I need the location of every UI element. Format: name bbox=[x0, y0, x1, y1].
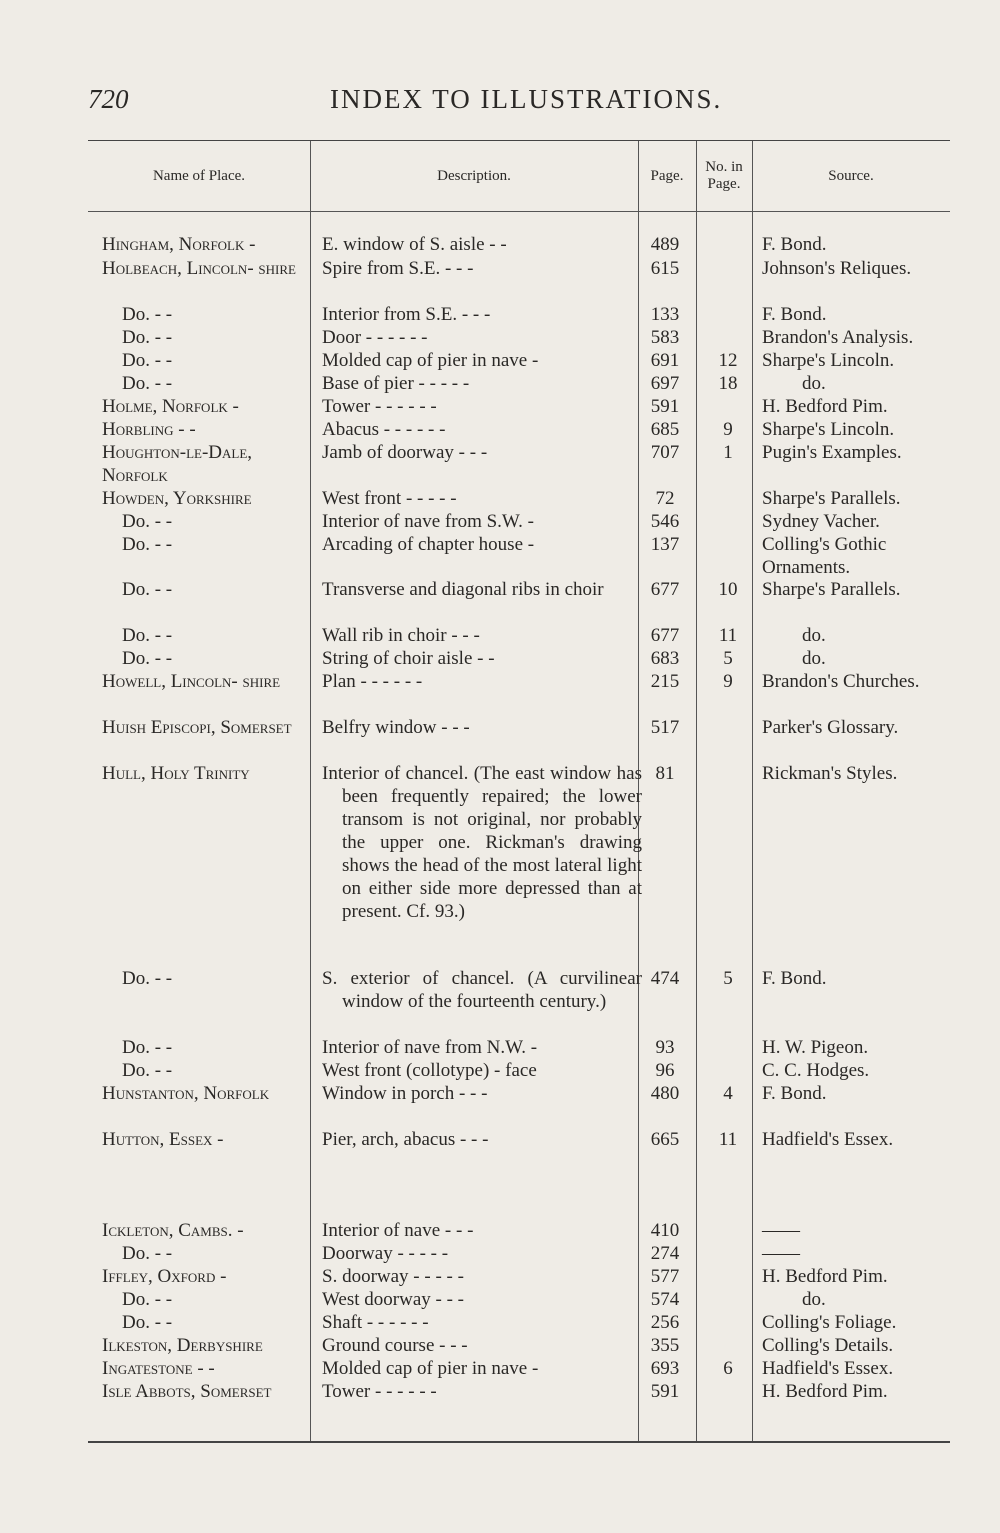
source: H. Bedford Pim. bbox=[762, 1266, 888, 1287]
number-in-page: 5 bbox=[723, 648, 733, 669]
header-name: Name of Place. bbox=[152, 167, 246, 184]
page-ref: 615 bbox=[650, 258, 680, 279]
description: Abacus - - - - - - bbox=[322, 419, 446, 440]
source: —— bbox=[762, 1243, 800, 1264]
page-ref: 517 bbox=[650, 717, 680, 738]
number-in-page: 9 bbox=[723, 419, 733, 440]
description: E. window of S. aisle - - bbox=[322, 234, 507, 255]
page-ref: 96 bbox=[655, 1060, 675, 1081]
number-in-page: 10 bbox=[718, 579, 738, 600]
place-name: Do. - - bbox=[122, 648, 173, 669]
description: Tower - - - - - - bbox=[322, 396, 437, 417]
place-name: Do. - - bbox=[122, 625, 173, 646]
description: Shaft - - - - - - bbox=[322, 1312, 429, 1333]
description: S. exterior of chancel. (A curvilinear window of the fourteenth century.) bbox=[322, 968, 642, 1012]
page-ref: 677 bbox=[650, 625, 680, 646]
number-in-page: 1 bbox=[723, 442, 733, 463]
place-name: Hutton, Essex - bbox=[102, 1129, 224, 1150]
description: Ground course - - - bbox=[322, 1335, 468, 1356]
source: F. Bond. bbox=[762, 968, 827, 989]
description: Base of pier - - - - - bbox=[322, 373, 470, 394]
description: West front - - - - - bbox=[322, 488, 457, 509]
place-name: Huish Episcopi, Somerset bbox=[102, 717, 292, 738]
page-ref: 274 bbox=[650, 1243, 680, 1264]
number-in-page: 5 bbox=[723, 968, 733, 989]
place-name: Do. - - bbox=[122, 968, 173, 989]
source: do. bbox=[802, 625, 826, 646]
place-name: Horbling - - bbox=[102, 419, 196, 440]
page-ref: 215 bbox=[650, 671, 680, 692]
source: Sharpe's Lincoln. bbox=[762, 350, 895, 371]
source: do. bbox=[802, 373, 826, 394]
description: Transverse and diagonal ribs in choir bbox=[322, 579, 604, 600]
description: Spire from S.E. - - - bbox=[322, 258, 474, 279]
source: H. W. Pigeon. bbox=[762, 1037, 869, 1058]
page-ref: 480 bbox=[650, 1083, 680, 1104]
source: F. Bond. bbox=[762, 304, 827, 325]
description: Tower - - - - - - bbox=[322, 1381, 437, 1402]
number-in-page: 6 bbox=[723, 1358, 733, 1379]
number-in-page: 12 bbox=[718, 350, 738, 371]
page-ref: 410 bbox=[650, 1220, 680, 1241]
page-ref: 691 bbox=[650, 350, 680, 371]
source: Sharpe's Parallels. bbox=[762, 579, 901, 600]
column-divider bbox=[696, 141, 697, 1441]
page-ref: 707 bbox=[650, 442, 680, 463]
place-name: Hingham, Norfolk - bbox=[102, 234, 256, 255]
description: Window in porch - - - bbox=[322, 1083, 488, 1104]
source: Colling's Gothic Ornaments. bbox=[762, 534, 887, 578]
place-name: Ilkeston, Derbyshire bbox=[102, 1335, 263, 1356]
page-ref: 697 bbox=[650, 373, 680, 394]
place-name: Do. - - bbox=[122, 1037, 173, 1058]
description: Interior of nave from N.W. - bbox=[322, 1037, 538, 1058]
description: Door - - - - - - bbox=[322, 327, 428, 348]
description: Pier, arch, abacus - - - bbox=[322, 1129, 489, 1150]
source: F. Bond. bbox=[762, 1083, 827, 1104]
place-name: Howell, Lincoln- shire bbox=[102, 671, 281, 692]
page-ref: 583 bbox=[650, 327, 680, 348]
description: S. doorway - - - - - bbox=[322, 1266, 464, 1287]
description: Arcading of chapter house - bbox=[322, 534, 535, 555]
description: Interior of chancel. (The east window has been frequently repaired; the lower transom is not original, nor probably the upper one. Rickman's drawing shows the head of the most lateral light on either side more depressed than at present. Cf. 93.) bbox=[322, 763, 642, 922]
place-name: Ingatestone - - bbox=[102, 1358, 215, 1379]
description: Molded cap of pier in nave - bbox=[322, 1358, 539, 1379]
number-in-page: 18 bbox=[718, 373, 738, 394]
place-name: Do. - - bbox=[122, 511, 173, 532]
source: Sharpe's Parallels. bbox=[762, 488, 901, 509]
page-ref: 577 bbox=[650, 1266, 680, 1287]
source: do. bbox=[802, 1289, 826, 1310]
source: Colling's Details. bbox=[762, 1335, 894, 1356]
place-name: Holme, Norfolk - bbox=[102, 396, 239, 417]
page-ref: 683 bbox=[650, 648, 680, 669]
description: Doorway - - - - - bbox=[322, 1243, 449, 1264]
source: Johnson's Reliques. bbox=[762, 258, 912, 279]
page-ref: 81 bbox=[655, 763, 675, 784]
page-ref: 93 bbox=[655, 1037, 675, 1058]
page-ref: 693 bbox=[650, 1358, 680, 1379]
page-header bbox=[0, 84, 1000, 124]
header-description: Description. bbox=[437, 167, 511, 184]
place-name: Do. - - bbox=[122, 304, 173, 325]
source: Rickman's Styles. bbox=[762, 763, 898, 784]
description: String of choir aisle - - bbox=[322, 648, 495, 669]
page-title: INDEX TO ILLUSTRATIONS. bbox=[330, 84, 723, 114]
source: C. C. Hodges. bbox=[762, 1060, 870, 1081]
source: Colling's Foliage. bbox=[762, 1312, 897, 1333]
source: —— bbox=[762, 1220, 800, 1241]
place-name: Do. - - bbox=[122, 350, 173, 371]
page-ref: 137 bbox=[650, 534, 680, 555]
page-ref: 685 bbox=[650, 419, 680, 440]
place-name: Holbeach, Lincoln- shire bbox=[102, 258, 296, 279]
source: Brandon's Churches. bbox=[762, 671, 920, 692]
description: Interior from S.E. - - - bbox=[322, 304, 491, 325]
header-source: Source. bbox=[828, 167, 874, 184]
description: Jamb of doorway - - - bbox=[322, 442, 488, 463]
column-divider bbox=[752, 141, 753, 1441]
source: H. Bedford Pim. bbox=[762, 396, 888, 417]
page-ref: 677 bbox=[650, 579, 680, 600]
description: West front (collotype) - face bbox=[322, 1060, 537, 1081]
place-name: Do. - - bbox=[122, 1060, 173, 1081]
source: Parker's Glossary. bbox=[762, 717, 899, 738]
page-ref: 546 bbox=[650, 511, 680, 532]
page-ref: 72 bbox=[655, 488, 675, 509]
page-number: 720 bbox=[88, 84, 129, 114]
description: Molded cap of pier in nave - bbox=[322, 350, 539, 371]
place-name: Do. - - bbox=[122, 534, 173, 555]
page-ref: 665 bbox=[650, 1129, 680, 1150]
source: Brandon's Analysis. bbox=[762, 327, 914, 348]
page-ref: 591 bbox=[650, 1381, 680, 1402]
place-name: Do. - - bbox=[122, 373, 173, 394]
page-ref: 133 bbox=[650, 304, 680, 325]
place-name: Isle Abbots, Somerset bbox=[102, 1381, 272, 1402]
place-name: Howden, Yorkshire bbox=[102, 488, 252, 509]
description: Wall rib in choir - - - bbox=[322, 625, 480, 646]
number-in-page: 11 bbox=[718, 1129, 738, 1150]
place-name: Hunstanton, Norfolk bbox=[102, 1083, 270, 1104]
page-ref: 591 bbox=[650, 396, 680, 417]
source: Pugin's Examples. bbox=[762, 442, 902, 463]
place-name: Do. - - bbox=[122, 327, 173, 348]
source: H. Bedford Pim. bbox=[762, 1381, 888, 1402]
place-name: Do. - - bbox=[122, 1289, 173, 1310]
page-ref: 355 bbox=[650, 1335, 680, 1356]
page-ref: 256 bbox=[650, 1312, 680, 1333]
place-name: Hull, Holy Trinity bbox=[102, 763, 250, 784]
place-name: Do. - - bbox=[122, 1312, 173, 1333]
place-name: Do. - - bbox=[122, 579, 173, 600]
place-name: Iffley, Oxford - bbox=[102, 1266, 227, 1287]
description: Plan - - - - - - bbox=[322, 671, 423, 692]
source: Hadfield's Essex. bbox=[762, 1129, 894, 1150]
index-table bbox=[88, 140, 950, 1443]
number-in-page: 4 bbox=[723, 1083, 733, 1104]
description: West doorway - - - bbox=[322, 1289, 464, 1310]
source: Sydney Vacher. bbox=[762, 511, 880, 532]
description: Interior of nave - - - bbox=[322, 1220, 474, 1241]
source: do. bbox=[802, 648, 826, 669]
place-name: Houghton-le-Dale, Norfolk bbox=[102, 442, 253, 486]
number-in-page: 9 bbox=[723, 671, 733, 692]
header-page: Page. bbox=[650, 167, 684, 184]
header-rule bbox=[88, 211, 950, 212]
header-no-in-page: No. in Page. bbox=[705, 159, 743, 192]
place-name: Do. - - bbox=[122, 1243, 173, 1264]
place-name: Ickleton, Cambs. - bbox=[102, 1220, 244, 1241]
description: Belfry window - - - bbox=[322, 717, 470, 738]
page-ref: 574 bbox=[650, 1289, 680, 1310]
description: Interior of nave from S.W. - bbox=[322, 511, 534, 532]
source: Hadfield's Essex. bbox=[762, 1358, 894, 1379]
source: Sharpe's Lincoln. bbox=[762, 419, 895, 440]
page-ref: 474 bbox=[650, 968, 680, 989]
page-ref: 489 bbox=[650, 234, 680, 255]
source: F. Bond. bbox=[762, 234, 827, 255]
number-in-page: 11 bbox=[718, 625, 738, 646]
